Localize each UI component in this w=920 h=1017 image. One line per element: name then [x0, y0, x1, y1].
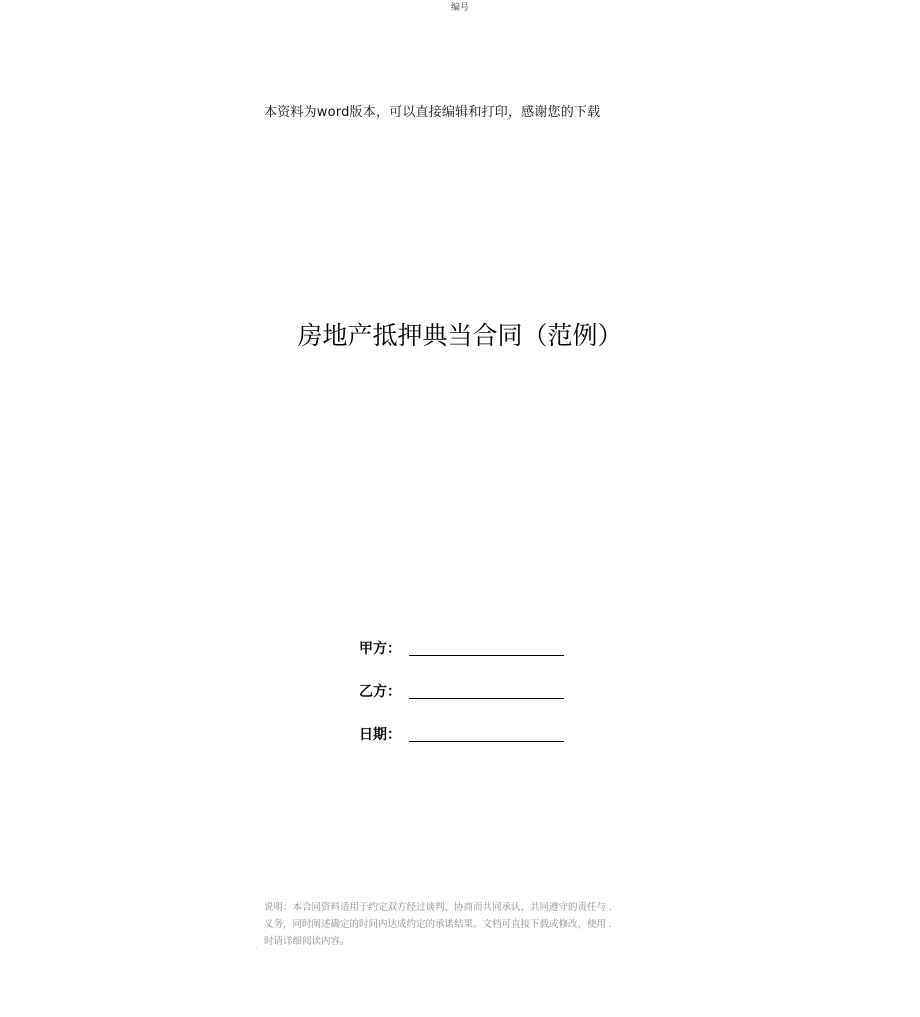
signature-block: [359, 638, 569, 767]
party-a-field[interactable]: [409, 641, 564, 656]
document-title: 房地产抵押典当合同（范例）: [297, 321, 623, 350]
date-row: [359, 724, 569, 744]
footnote-line: 时请详细阅读内容。: [264, 936, 350, 947]
date-field[interactable]: [409, 727, 564, 742]
party-b-row: [359, 681, 569, 701]
party-a-row: [359, 638, 569, 658]
party-b-field[interactable]: [409, 684, 564, 699]
download-notice: 本资料为word版本，可以直接编辑和打印，感谢您的下载: [264, 105, 601, 120]
date-label: 日期：: [359, 727, 401, 743]
usage-footnote: [264, 899, 644, 950]
footnote-line: 说明：本合同资料适用于约定双方经过谈判、协商而共同承认、共同遵守的责任与 .: [264, 902, 613, 913]
document-code-label: 编号: [450, 3, 469, 13]
party-a-label: 甲方：: [359, 641, 401, 657]
margin-tick-mark: ': [256, 946, 258, 953]
footnote-line: 义务，同时阐述确定的时间内达成约定的承诺结果。文档可直接下载或修改，使用 .: [264, 919, 613, 930]
party-b-label: 乙方：: [359, 684, 401, 700]
